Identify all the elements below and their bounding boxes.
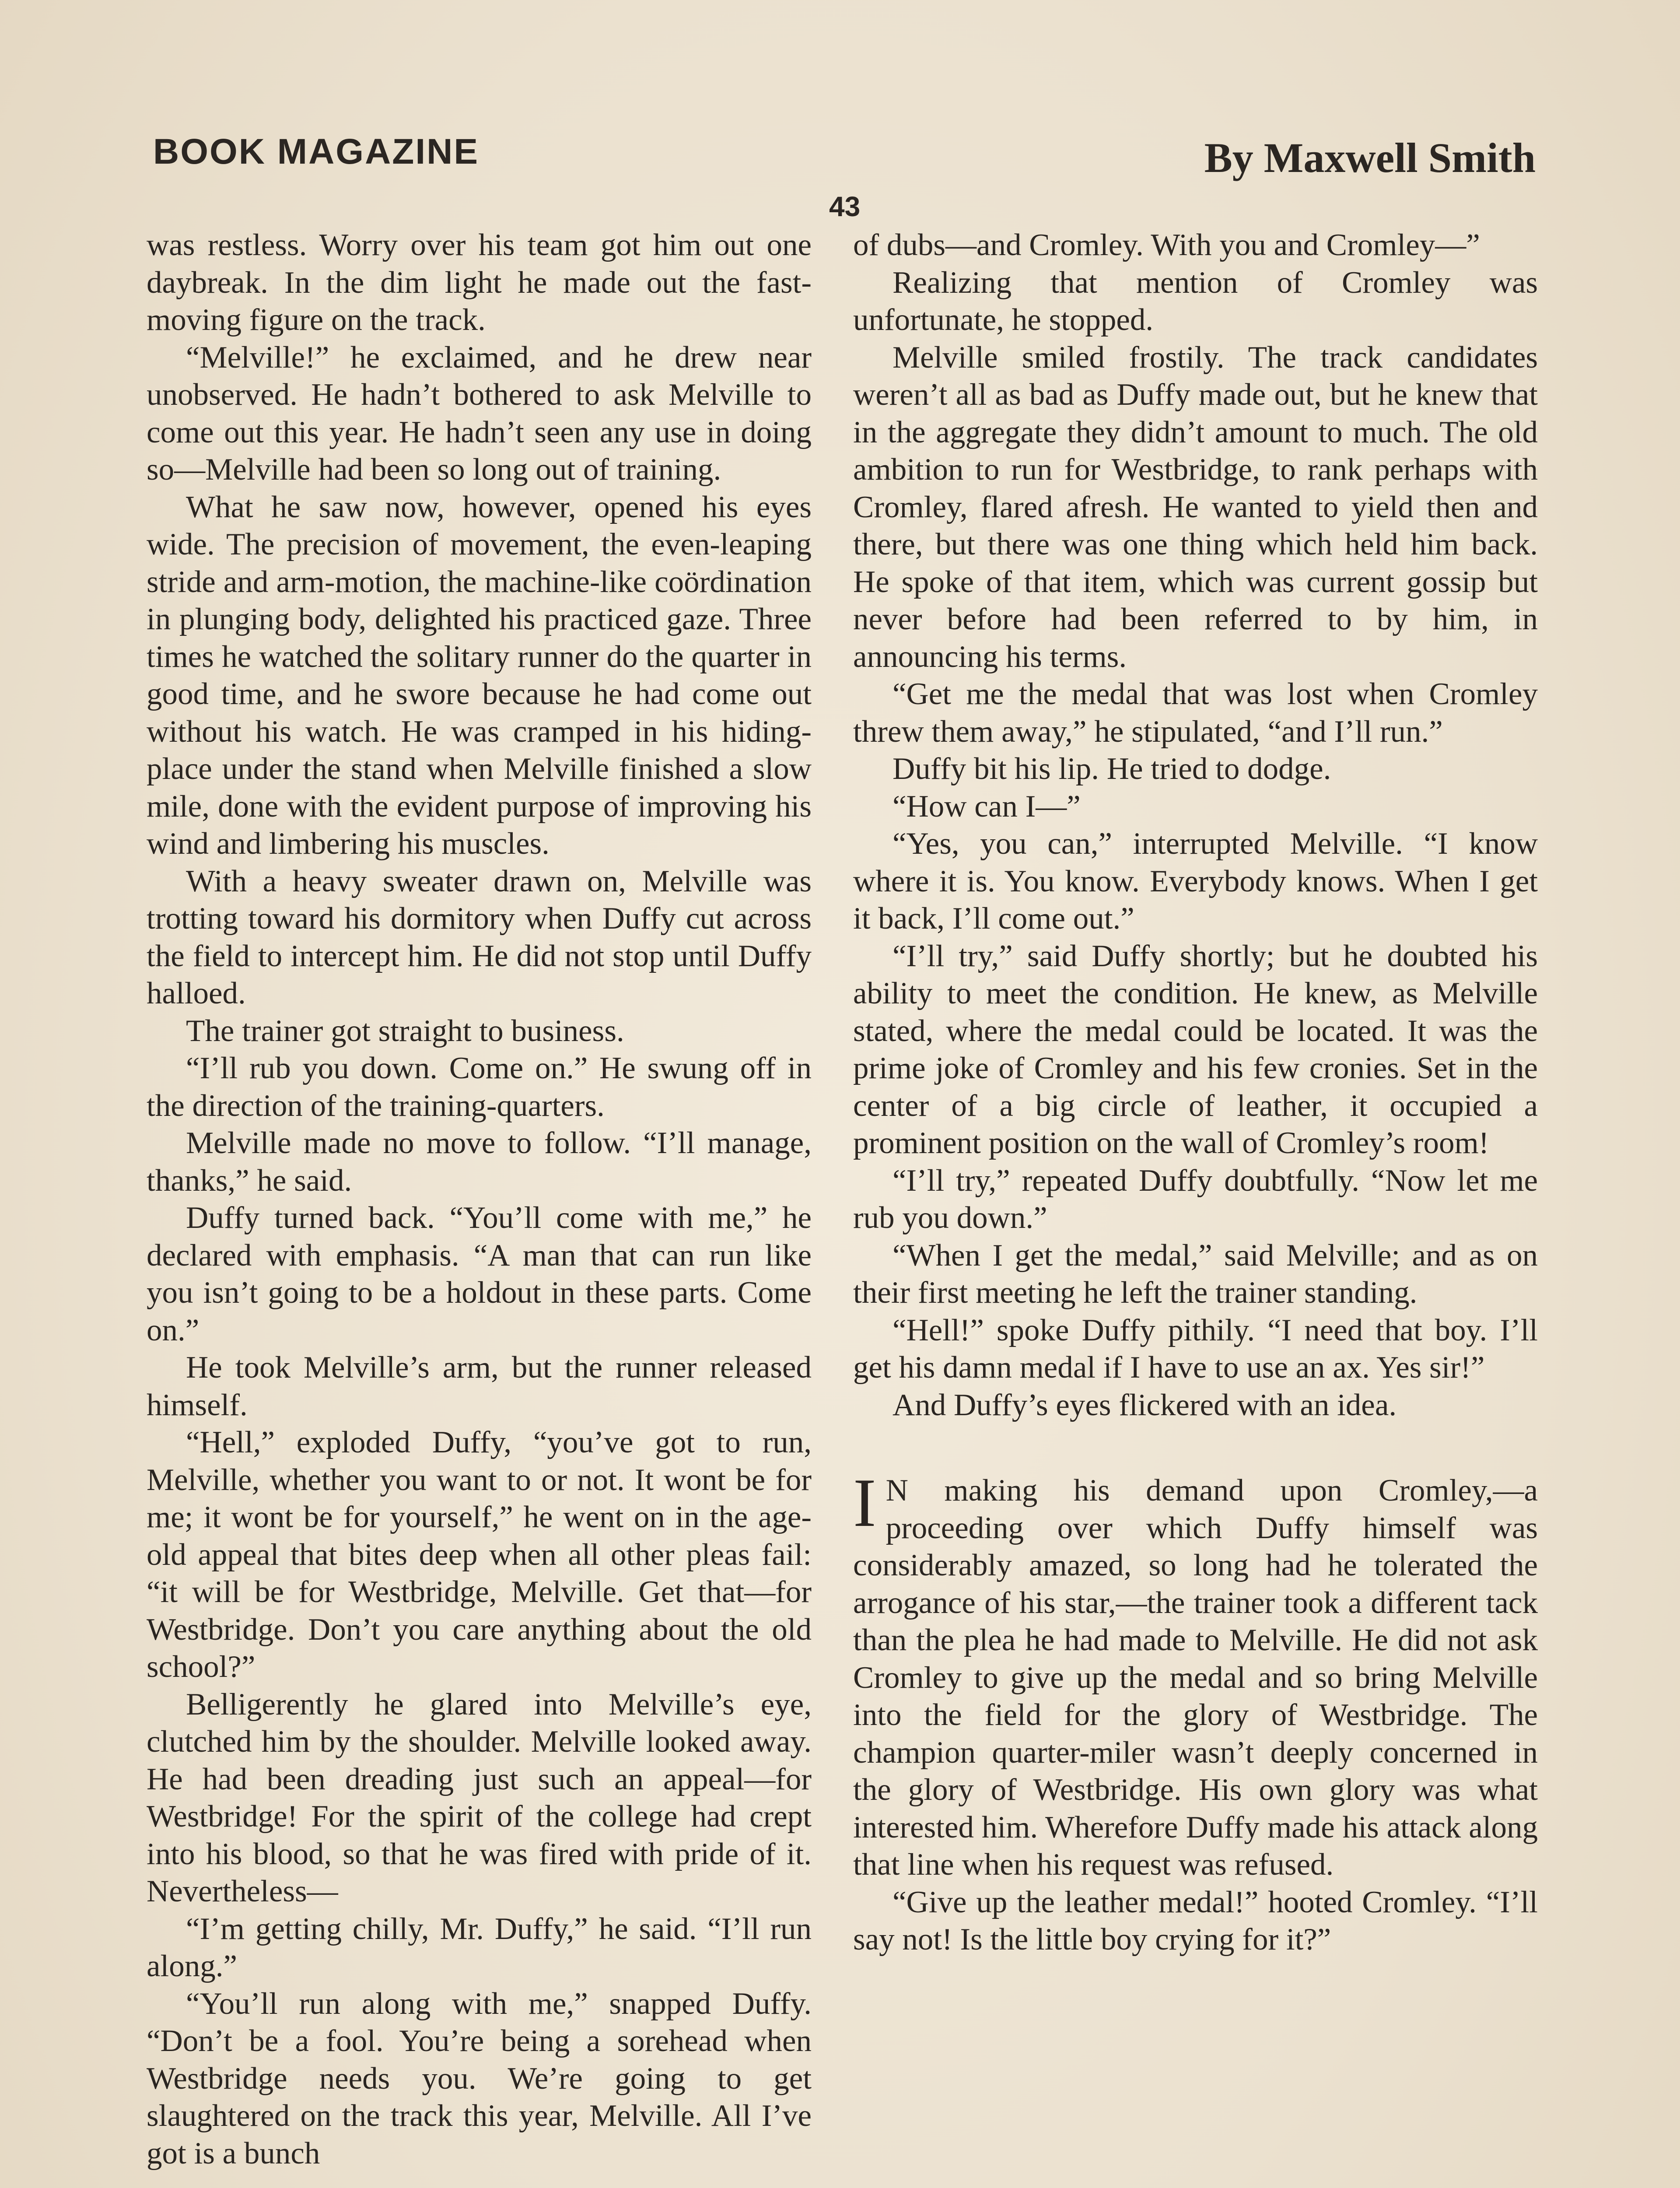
paragraph: Duffy turned back. “You’ll come with me,” he declared with emphasis. “A man that can run like you isn’t going to be a holdout in these parts. Come on.”: [147, 1201, 812, 1347]
drop-cap: I: [853, 1465, 876, 1541]
left-column: [147, 227, 812, 2172]
paragraph: “I’ll try,” repeated Duffy doubtfully. “Now let me rub you down.”: [853, 1163, 1538, 1235]
paragraph-text: N making his demand upon Cromley,—a proceeding over which Duffy himself was considerably amazed, so long had he tolerated the arrogance of his star,—the trainer took a different tack than the plea he had made to Melville. He did not ask Cromley to give up the medal and so bring Melville into the field for the glory of Westbridge. The champion quarter-miler wasn’t deeply concerned in the glory of Westbridge. His own glory was what interested him. Wherefore Duffy made his attack along that line when his request was refused.: [853, 1473, 1538, 1882]
section-opening-paragraph: [853, 1465, 1538, 1884]
paragraph: What he saw now, however, opened his eyes wide. The precision of movement, the even-leaping stride and arm-motion, the machine-like coördination in plunging body, delighted his practiced gaze. Three times he watched the solitary runner do the quarter in good time, and he swore because he had come out without his watch. He was cramped in his hiding-place under the stand when Melville finished a slow mile, done with the evident purpose of improving his wind and limbering his muscles.: [147, 490, 812, 861]
paragraph: “Hell,” exploded Duffy, “you’ve got to run, Melville, whether you want to or not. It wont be for me; it wont be for yourself,” he went on in the age-old appeal that bites deep when all other pleas fail: “it will be for Westbridge, Melville. Get that—for Westbridge. Don’t you care anything about the old school?”: [147, 1425, 812, 1684]
paragraph: With a heavy sweater drawn on, Melville was trotting toward his dormitory when Duffy cut across the field to intercept him. He did not stop until Duffy halloed.: [147, 864, 812, 1010]
paragraph: “You’ll run along with me,” snapped Duffy. “Don’t be a fool. You’re being a sorehead when Westbridge needs you. We’re going to get slaughtered on the track this year, Melville. All I’ve got is a bunch: [147, 1986, 812, 2170]
paragraph: The trainer got straight to business.: [186, 1013, 624, 1048]
paragraph: And Duffy’s eyes flickered with an idea.: [892, 1388, 1397, 1422]
section-break: [853, 1424, 1538, 1472]
paragraph: was restless. Worry over his team got him out one daybreak. In the dim light he made out the fast-moving figure on the track.: [147, 228, 812, 337]
paragraph: “Give up the leather medal!” hooted Cromley. “I’ll say not! Is the little boy crying for it?”: [853, 1885, 1538, 1957]
paragraph: “I’m getting chilly, Mr. Duffy,” he said. “I’ll run along.”: [147, 1911, 812, 1983]
paragraph: Melville made no move to follow. “I’ll manage, thanks,” he said.: [147, 1126, 812, 1198]
paragraph: “How can I—”: [892, 789, 1081, 824]
paragraph: “Yes, you can,” interrupted Melville. “I know where it is. You know. Everybody knows. When I get it back, I’ll come out.”: [853, 827, 1538, 936]
paragraph: “Hell!” spoke Duffy pithily. “I need that boy. I’ll get his damn medal if I have to use an ax. Yes sir!”: [853, 1313, 1538, 1385]
paragraph: “I’ll try,” said Duffy shortly; but he doubted his ability to meet the condition. He knew, as Melville stated, where the medal could be located. It was the prime joke of Cromley and his few cronies. Set in the center of a big circle of leather, it occupied a prominent position on the wall of Cromley’s room!: [853, 939, 1538, 1160]
running-header-left: BOOK MAGAZINE: [153, 132, 480, 172]
paragraph: Melville smiled frostily. The track candidates weren’t all as bad as Duffy made out, but he knew that in the aggregate they didn’t amount to much. The old ambition to run for Westbridge, to rank perhaps with Cromley, flared afresh. He wanted to yield then and there, but there was one thing which held him back. He spoke of that item, which was current gossip but never before had been referred to by him, in announcing his terms.: [853, 340, 1538, 674]
paragraph: “I’ll rub you down. Come on.” He swung off in the direction of the training-quarters.: [147, 1051, 812, 1123]
paragraph: of dubs—and Cromley. With you and Cromley—”: [853, 228, 1480, 262]
author-byline: By Maxwell Smith: [1204, 134, 1536, 181]
paragraph: “Get me the medal that was lost when Cromley threw them away,” he stipulated, “and I’ll run.”: [853, 677, 1538, 749]
paragraph: “Melville!” he exclaimed, and he drew near unobserved. He hadn’t bothered to ask Melville to come out this year. He hadn’t seen any use in doing so—Melville had been so long out of training.: [147, 340, 812, 487]
paragraph: Duffy bit his lip. He tried to dodge.: [892, 752, 1331, 786]
page-number: 43: [829, 191, 861, 222]
paragraph: He took Melville’s arm, but the runner released himself.: [147, 1350, 812, 1422]
right-column: [853, 227, 1538, 1959]
paragraph: Belligerently he glared into Melville’s eye, clutched him by the shoulder. Melville looked away. He had been dreading just such an appeal—for Westbridge! For the spirit of the college had crept into his blood, so that he was fired with pride of it. Nevertheless—: [147, 1687, 812, 1908]
paragraph: “When I get the medal,” said Melville; and as on their first meeting he left the trainer standing.: [853, 1238, 1538, 1310]
paragraph: Realizing that mention of Cromley was unfortunate, he stopped.: [853, 265, 1538, 337]
